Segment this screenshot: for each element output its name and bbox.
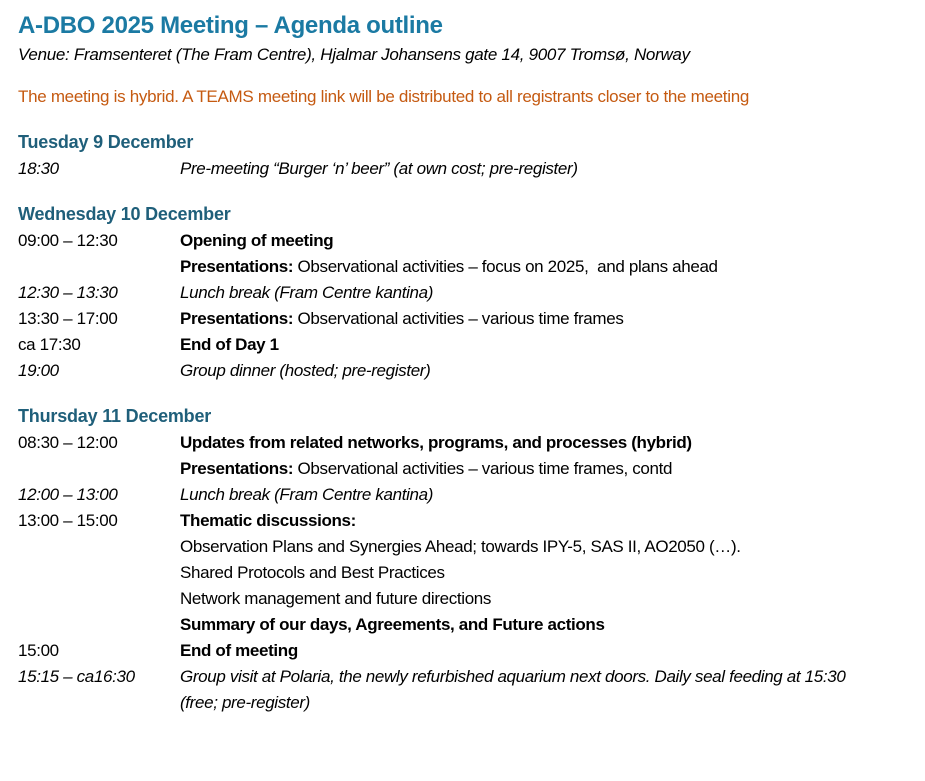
- venue-line: Venue: Framsenteret (The Fram Centre), Hjalmar Johansens gate 14, 9007 Tromsø, Norway: [18, 45, 690, 64]
- agenda-item-bold: Updates from related networks, programs, and processes (hybrid): [180, 433, 692, 452]
- agenda-time: 12:30 – 13:30: [18, 283, 118, 302]
- agenda-row: [18, 482, 925, 508]
- agenda-item-text: Group dinner (hosted; pre-register): [180, 361, 431, 380]
- agenda-description: [180, 156, 880, 182]
- agenda-item-bold: Presentations:: [180, 459, 294, 478]
- agenda-row: [18, 332, 925, 358]
- agenda-row: [18, 228, 925, 254]
- agenda-row: [18, 664, 925, 716]
- agenda-time: [18, 534, 180, 560]
- agenda-time: 09:00 – 12:30: [18, 231, 118, 250]
- day-section-thursday-11-december: [18, 402, 925, 716]
- agenda-description: [180, 508, 880, 534]
- agenda-time: 12:00 – 13:00: [18, 485, 118, 504]
- agenda-item-text: Pre-meeting “Burger ‘n’ beer” (at own cost; pre-register): [180, 159, 578, 178]
- agenda-description: [180, 306, 880, 332]
- agenda-description: [180, 254, 880, 280]
- agenda-time: [18, 254, 180, 280]
- agenda-time: [18, 560, 180, 586]
- agenda-description: [180, 228, 880, 254]
- agenda-time: 13:00 – 15:00: [18, 511, 118, 530]
- day-heading: Tuesday 9 December: [18, 132, 194, 152]
- day-heading: Wednesday 10 December: [18, 204, 231, 224]
- day-section-tuesday-9-december: [18, 128, 925, 182]
- agenda-row: [18, 508, 925, 534]
- agenda-description: [180, 482, 880, 508]
- agenda-description: [180, 332, 880, 358]
- agenda-row: [18, 156, 925, 182]
- agenda-row: [18, 254, 925, 280]
- agenda-item-bold: Presentations:: [180, 257, 294, 276]
- agenda-row: [18, 280, 925, 306]
- agenda-item-text: Observation Plans and Synergies Ahead; towards IPY-5, SAS II, AO2050 (…).: [180, 537, 741, 556]
- agenda-description: [180, 456, 880, 482]
- agenda-description: [180, 638, 880, 664]
- agenda-time: 15:15 – ca16:30: [18, 667, 135, 686]
- agenda-item-text: Shared Protocols and Best Practices: [180, 563, 445, 582]
- agenda-time: 08:30 – 12:00: [18, 433, 118, 452]
- agenda-item-text: Lunch break (Fram Centre kantina): [180, 283, 434, 302]
- agenda-row: [18, 456, 925, 482]
- agenda-row: [18, 430, 925, 456]
- agenda-item-bold: Opening of meeting: [180, 231, 334, 250]
- agenda-description: [180, 280, 880, 306]
- agenda-row: [18, 306, 925, 332]
- agenda-item-bold: Thematic discussions:: [180, 511, 356, 530]
- agenda-time: [18, 612, 180, 638]
- agenda-description: [180, 664, 880, 716]
- agenda-description: [180, 586, 880, 612]
- agenda-item-bold: Summary of our days, Agreements, and Future actions: [180, 615, 605, 634]
- page-title: A-DBO 2025 Meeting – Agenda outline: [18, 12, 443, 39]
- agenda-item-text: Observational activities – various time frames, contd: [293, 459, 673, 478]
- day-section-wednesday-10-december: [18, 200, 925, 384]
- agenda-time: 13:30 – 17:00: [18, 309, 118, 328]
- agenda-item-bold: End of Day 1: [180, 335, 279, 354]
- agenda-days: [18, 128, 925, 716]
- hybrid-note: The meeting is hybrid. A TEAMS meeting link will be distributed to all registrants closer to the meeting: [18, 87, 750, 106]
- agenda-description: [180, 612, 880, 638]
- agenda-time: 18:30: [18, 159, 59, 178]
- agenda-time: 15:00: [18, 641, 59, 660]
- agenda-item-text: Observational activities – focus on 2025, and plans ahead: [293, 257, 718, 276]
- agenda-item-bold: End of meeting: [180, 641, 298, 660]
- agenda-row: [18, 638, 925, 664]
- agenda-time: [18, 586, 180, 612]
- agenda-row: [18, 560, 925, 586]
- day-heading: Thursday 11 December: [18, 406, 212, 426]
- agenda-description: [180, 430, 880, 456]
- agenda-item-text: Observational activities – various time frames: [293, 309, 624, 328]
- agenda-description: [180, 358, 880, 384]
- agenda-item-text: Network management and future directions: [180, 589, 492, 608]
- agenda-item-text: Lunch break (Fram Centre kantina): [180, 485, 434, 504]
- agenda-description: [180, 534, 880, 560]
- agenda-row: [18, 612, 925, 638]
- agenda-row: [18, 358, 925, 384]
- agenda-description: [180, 560, 880, 586]
- agenda-item-bold: Presentations:: [180, 309, 294, 328]
- agenda-time: 19:00: [18, 361, 59, 380]
- agenda-item-text: Group visit at Polaria, the newly refurbished aquarium next doors. Daily seal feeding at 15:30 (free; pre-register): [180, 667, 850, 712]
- agenda-time: [18, 456, 180, 482]
- agenda-row: [18, 586, 925, 612]
- agenda-row: [18, 534, 925, 560]
- agenda-time: ca 17:30: [18, 335, 81, 354]
